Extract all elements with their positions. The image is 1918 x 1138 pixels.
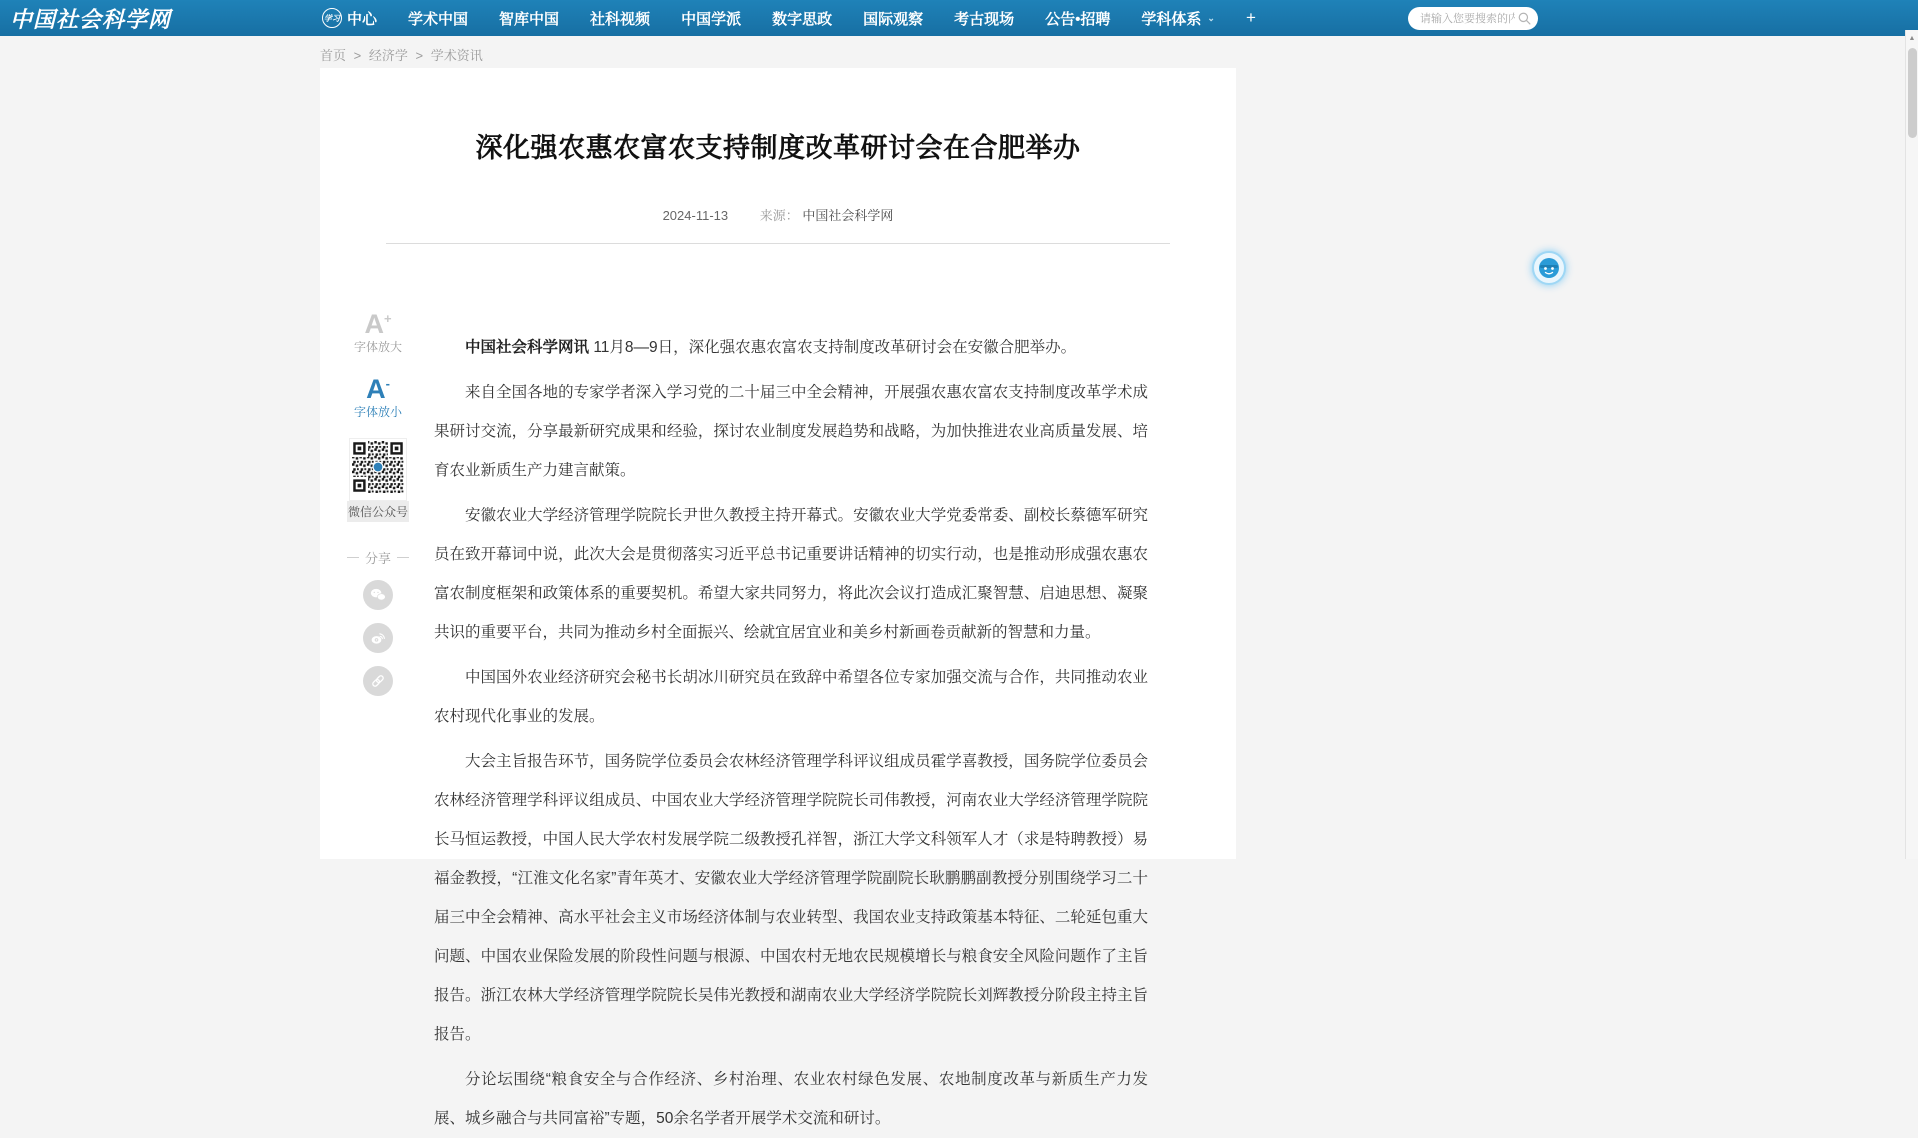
share-link-button[interactable] <box>363 666 393 696</box>
chevron-down-icon: ⌄ <box>1207 12 1215 23</box>
breadcrumb-category[interactable]: 经济学 <box>368 48 408 63</box>
source-label: 来源： <box>759 208 799 223</box>
nav-item-zhongguo-xuepai[interactable]: 中国学派 <box>681 10 742 28</box>
font-increase-icon: A+ <box>364 309 392 339</box>
article-date: 2024-11-13 <box>662 208 729 223</box>
nav-item-shuzi-sizheng[interactable]: 数字思政 <box>772 10 833 28</box>
tool-rail <box>338 306 418 696</box>
wechat-qr-label: 微信公众号 <box>347 501 409 522</box>
breadcrumb-separator: > <box>353 48 362 63</box>
wechat-icon <box>369 586 387 604</box>
article-paragraph-lead: 中国社会科学网讯 11月8—9日，深化强农惠农富农支持制度改革研讨会在安徽合肥举办。 <box>465 339 1077 356</box>
article-paragraph: 大会主旨报告环节，国务院学位委员会农林经济管理学科评议组成员霍学喜教授，国务院学位委员会农林经济管理学科评议组成员、中国农业大学经济管理学院院长司伟教授，河南农业大学经济管理学院院长马恒运教授，中国人民大学农村发展学院二级教授孔祥智，浙江大学文科领军人才（求是特聘教授）易福金教授，“江淮文化名家”青年英才、安徽农业大学经济管理学院副院长耿鹏鹏副教授分别围绕学习二十届三中全会精神、高水平社会主义市场经济体制与农业转型、我国农业支持政策基本特征、二轮延包重大问题、中国农业保险发展的阶段性问题与根源、中国农村无地农民规模增长与粮食安全风险问题作了主旨报告。浙江农林大学经济管理学院院长吴伟光教授和湖南农业大学经济学院院长刘辉教授分阶段主持主旨报告。 <box>434 753 1148 1043</box>
search-input[interactable] <box>1418 12 1517 26</box>
font-decrease-icon: A- <box>366 374 390 404</box>
nav-item-xueke-tixi[interactable]: 学科体系 ⌄ <box>1141 10 1215 28</box>
article-paragraph: 来自全国各地的专家学者深入学习党的二十届三中全会精神，开展强农惠农富农支持制度改革学术成果研讨交流，分享最新研究成果和经验，探讨农业制度发展趋势和战略，为加快推进农业高质量发展、培育农业新质生产力建言献策。 <box>434 384 1148 479</box>
meta-divider <box>386 243 1170 244</box>
nav-item-more[interactable]: + <box>1245 8 1256 27</box>
accessibility-face-icon <box>1537 256 1561 280</box>
search-box <box>1408 7 1538 30</box>
article-paragraph: 分论坛围绕“粮食安全与合作经济、乡村治理、农业农村绿色发展、农地制度改革与新质生产力发展、城乡融合与共同富裕”专题，50余名学者开展学术交流和研讨。 <box>434 1071 1148 1127</box>
nav-menu <box>322 0 1256 36</box>
nav-item-study-center[interactable] <box>322 8 377 29</box>
page-title: 深化强农惠农富农支持制度改革研讨会在合肥举办 <box>475 133 1081 163</box>
nav-item-zhiku-zhongguo[interactable]: 智库中国 <box>499 10 560 28</box>
font-decrease-button[interactable]: A- 字体放小 <box>354 371 402 420</box>
study-badge-icon: 学习 <box>322 8 342 28</box>
breadcrumb-separator: > <box>415 48 424 63</box>
breadcrumb <box>320 45 487 64</box>
nav-item-guoji-guancha[interactable]: 国际观察 <box>863 10 924 28</box>
lead-dateline: 中国社会科学网讯 <box>465 339 590 356</box>
scroll-up-arrow-icon[interactable]: ▲ <box>1908 35 1916 42</box>
article-body <box>434 328 1148 1138</box>
share-section-label: 分享 <box>347 548 409 567</box>
scrollbar-thumb[interactable] <box>1908 48 1917 138</box>
wechat-qr-code <box>349 438 407 501</box>
top-navbar <box>0 0 1918 36</box>
breadcrumb-home[interactable]: 首页 <box>320 48 347 63</box>
nav-item-label: 中心 <box>347 10 378 28</box>
nav-item-kaogu-xianchang[interactable]: 考古现场 <box>954 10 1015 28</box>
font-increase-button[interactable]: A+ 字体放大 <box>354 306 402 355</box>
weibo-icon <box>369 629 387 647</box>
nav-item-gonggao-zhaopin[interactable]: 公告•招聘 <box>1045 10 1111 28</box>
vertical-scrollbar[interactable] <box>1905 30 1918 859</box>
article-paragraph: 中国国外农业经济研究会秘书长胡冰川研究员在致辞中希望各位专家加强交流与合作，共同推动农业农村现代化事业的发展。 <box>434 669 1148 725</box>
nav-item-sheke-shipin[interactable]: 社科视频 <box>590 10 651 28</box>
breadcrumb-section[interactable]: 学术资讯 <box>430 48 483 63</box>
site-logo[interactable]: 中国社会科学网 <box>10 7 172 33</box>
article-paragraph: 安徽农业大学经济管理学院院长尹世久教授主持开幕式。安徽农业大学党委常委、副校长蔡德军研究员在致开幕词中说，此次大会是贯彻落实习近平总书记重要讲话精神的切实行动，也是推动形成强农惠农富农制度框架和政策体系的重要契机。希望大家共同努力，将此次会议打造成汇聚智慧、启迪思想、凝聚共识的重要平台，共同为推动乡村全面振兴、绘就宜居宜业和美乡村新画卷贡献新的智慧和力量。 <box>434 507 1148 641</box>
link-icon <box>369 672 387 690</box>
source-value: 中国社会科学网 <box>802 208 894 223</box>
accessibility-widget-button[interactable] <box>1532 251 1566 285</box>
nav-item-xueshu-zhongguo[interactable]: 学术中国 <box>408 10 469 28</box>
search-icon[interactable] <box>1517 11 1532 26</box>
article-card <box>320 68 1236 1127</box>
article-meta <box>320 205 1236 224</box>
share-wechat-button[interactable] <box>363 580 393 610</box>
share-weibo-button[interactable] <box>363 623 393 653</box>
